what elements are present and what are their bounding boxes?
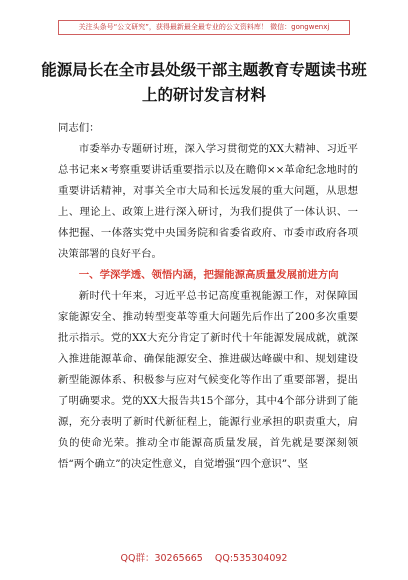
paragraph-1: 市委举办专题研讨班，深入学习贯彻党的XX大精神、习近平总书记来×考察重要讲话重要指示以及在瞻仰××革命纪念地时的重要讲话精神，对事关全市大局和长远发展的重大问题，从思想上、理论上、政策上进行深入研讨，为我们提供了一体认识、一体把握、一体落实党中央国务院和省委省政府、市委市政府各项决策部署的良好平台。 <box>58 143 358 260</box>
document-body <box>58 118 358 475</box>
paragraph-2: 新时代十年来，习近平总书记高度重视能源工作，对保障国家能源安全、推动转型变革等重大问题先后作出了200多次重要批示指示。党的XX大充分肯定了新时代十年能源发展成就，就深入推进能源革命、确保能源安全、推进碳达峰碳中和、规划建设新型能源体系、积极参与应对气候变化等作出了重要部署，提出了明确要求。党的XX大报告共15个部分，其中4个部分讲到了能源，充分表明了新时代新征程上，能源行业承担的职责重大，肩负的使命光荣。推动全市能源高质量发展，首先就是要深刻领悟“两个确立”的决定性意义，自觉增强“四个意识”、坚 <box>58 290 358 470</box>
footer-contact: QQ群：30265665 QQ:535304092 <box>120 553 288 564</box>
header-banner: 关注头条号“公文研究”，获得最新最全最专业的公文资料库！ 微信：gongwenxj <box>58 20 350 35</box>
section-heading-1: 一、学深学透、领悟内涵，把握能源高质量发展前进方向 <box>78 269 339 281</box>
salutation: 同志们： <box>58 122 100 134</box>
document-title: 能源局长在全市县处级干部主题教育专题读书班上的研讨发言材料 <box>41 61 367 104</box>
